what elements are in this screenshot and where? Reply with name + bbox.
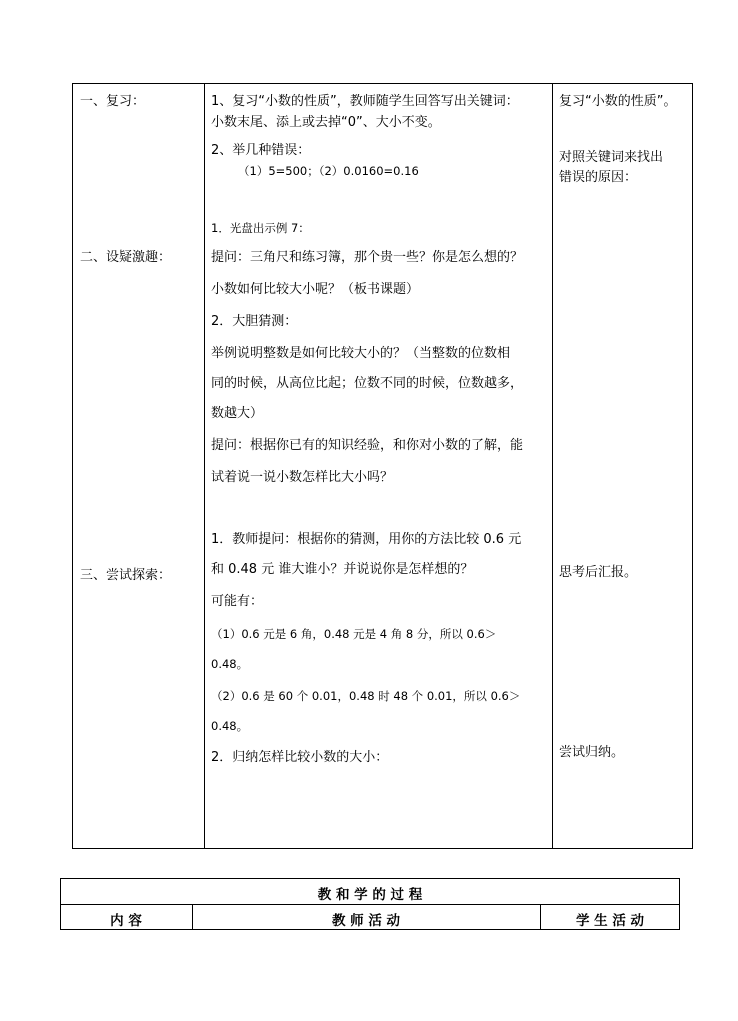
teacher-line: 2、举几种错误：	[211, 143, 311, 158]
teacher-line: 1、复习“小数的性质”，教师随学生回答写出关键词：	[211, 94, 519, 109]
teacher-line: 举例说明整数是如何比较大小的？（当整数的位数相	[211, 346, 511, 361]
teacher-line: 2．归纳怎样比较小数的大小：	[211, 750, 389, 765]
teacher-line: 2．大胆猜测：	[211, 314, 298, 329]
teacher-line: 数越大）	[211, 406, 264, 421]
teacher-line: 0.48。	[211, 719, 249, 733]
header-student-activity: 学 生 活 动	[575, 913, 645, 929]
header-content: 内 容	[110, 913, 142, 929]
section-explore: 三、尝试探索：	[80, 568, 172, 583]
teacher-line: 小数如何比较大小呢？（板书课题）	[211, 282, 420, 297]
student-line: 错误的原因：	[559, 170, 638, 185]
teacher-line: 提问：三角尺和练习簿，那个贵一些？你是怎么想的？	[211, 250, 524, 265]
student-line: 思考后汇报。	[559, 565, 638, 580]
student-line: 复习“小数的性质”。	[559, 94, 677, 109]
process-title: 教 和 学 的 过 程	[317, 887, 423, 903]
header-teacher-activity: 教 师 活 动	[331, 913, 401, 929]
teacher-line: 提问：根据你已有的知识经验，和你对小数的了解，能	[211, 438, 524, 453]
section-question: 二、设疑激趣：	[80, 250, 172, 265]
teacher-line: 试着说一说小数怎样比大小吗？	[211, 470, 394, 485]
teacher-line: 1．光盘出示例 7：	[211, 221, 310, 235]
student-line: 尝试归纳。	[559, 745, 625, 760]
teacher-line: （1）5=500；（2）0.0160=0.16	[238, 164, 419, 178]
teacher-line: （1）0.6 元是 6 角，0.48 元是 4 角 8 分，所以 0.6＞	[211, 627, 497, 641]
teacher-line: 同的时候，从高位比起；位数不同的时候，位数越多，	[211, 376, 524, 391]
teacher-line: 小数末尾、添上或去掉“0”、大小不变。	[211, 115, 441, 130]
teacher-line: （2）0.6 是 60 个 0.01，0.48 时 48 个 0.01，所以 0.6＞	[211, 689, 521, 703]
teacher-line: 可能有：	[211, 594, 264, 609]
teacher-line: 和 0.48 元 谁大谁小？并说说你是怎样想的？	[211, 562, 474, 577]
teacher-line: 1．教师提问：根据你的猜测，用你的方法比较 0.6 元	[211, 532, 522, 547]
student-line: 对照关键词来找出	[559, 150, 664, 165]
section-review: 一、复习：	[80, 94, 146, 109]
teacher-line: 0.48。	[211, 657, 249, 671]
